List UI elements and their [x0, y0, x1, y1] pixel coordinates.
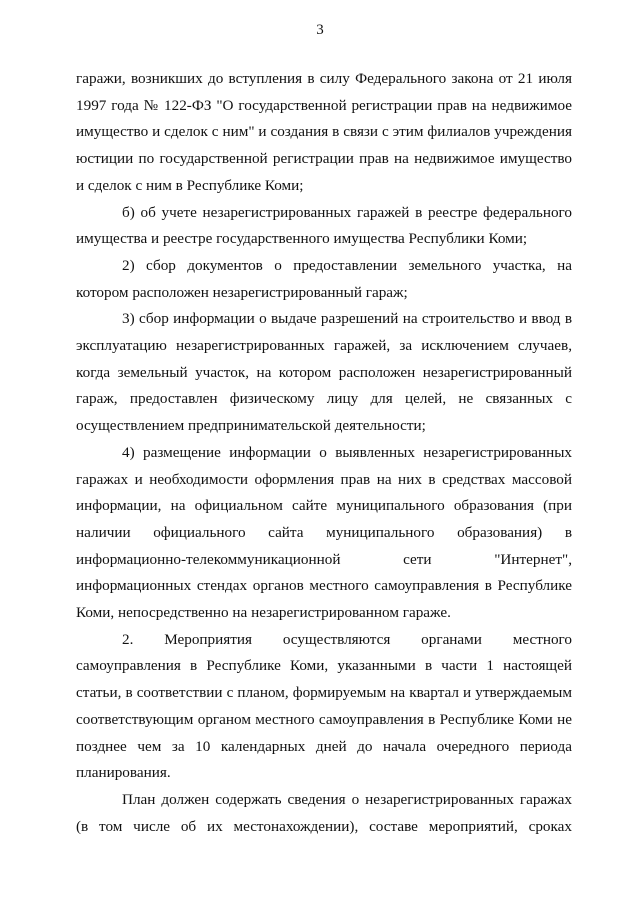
paragraph-plan-contents: План должен содержать сведения о незарегистрированных гаражах (в том числе об их местонахождении), составе мероприятий, сроках — [76, 790, 572, 835]
paragraph-part-2-measures: 2. Мероприятия осуществляются органами местного самоуправления в Республике Коми, указанными в части 1 настоящей статьи, в соответствии с планом, формируемым на квартал и утверждаемым соответствующим органом местного самоуправления в Республике Коми не позднее чем за 10 календарных дней до начала очередного периода планирования. — [76, 630, 572, 782]
paragraph-garages-before-law: гаражи, возникших до вступления в силу Федерального закона от 21 июля 1997 года № 122-ФЗ "О государственной регистрации прав на недвижимое имущество и сделок с ним" и создания в связи с этим филиалов учреждения юстиции по государственной регистрации прав на недвижимое имущество и сделок с ним в Республике Коми; — [76, 70, 572, 194]
page-number: 3 — [316, 22, 324, 38]
document-body — [76, 66, 572, 840]
paragraph-item-2-land-documents: 2) сбор документов о предоставлении земельного участка, на котором расположен незарегистрированный гараж; — [76, 256, 572, 301]
paragraph-item-3-permits: 3) сбор информации о выдаче разрешений на строительство и ввод в эксплуатацию незарегистрированных гаражей, за исключением случаев, когда земельный участок, на котором расположен незарегистрированный гараж, предоставлен физическому лицу для целей, не связанных с осуществлением предпринимательской деятельности; — [76, 310, 572, 435]
paragraph-item-4-publication: 4) размещение информации о выявленных незарегистрированных гаражах и необходимости оформления прав на них в средствах массовой информации, на официальном сайте муниципального образования (при наличии официального сайта муниципального образования) в информационно-телекоммуникационной сети "Интернет", информационных стендах органов местного самоуправления в Республике Коми, непосредственно на незарегистрированном гараже. — [76, 443, 572, 622]
paragraph-item-b-registry: б) об учете незарегистрированных гаражей в реестре федерального имущества и реестре государственного имущества Республики Коми; — [76, 203, 572, 248]
